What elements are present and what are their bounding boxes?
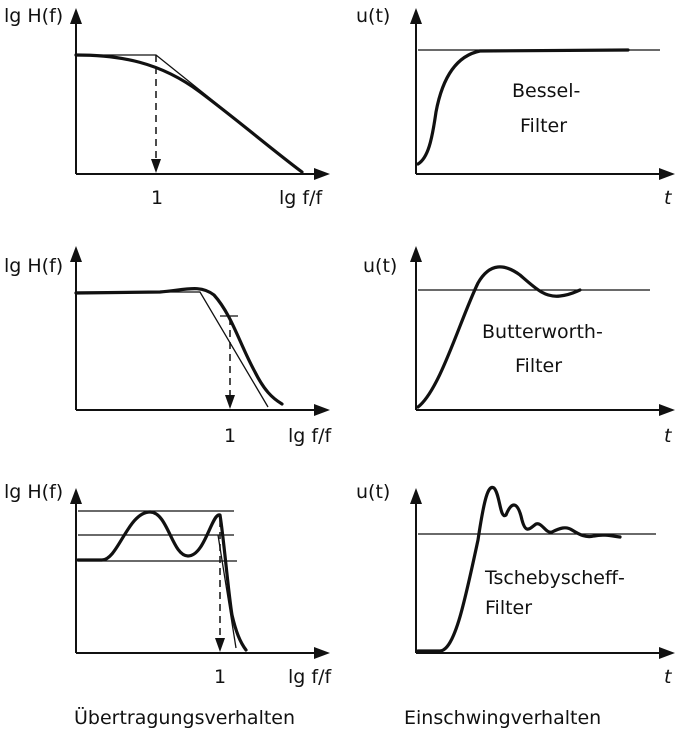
tschebyscheff-frequency-plot <box>4 481 332 688</box>
y-axis-arrow <box>70 246 82 262</box>
x-axis-arrow <box>659 647 675 659</box>
x-axis-arrow <box>314 647 330 659</box>
time-x-label: t <box>664 425 672 447</box>
time-x-label: t <box>664 187 672 209</box>
y-axis-arrow <box>70 488 82 504</box>
tick-label: 1 <box>224 425 237 447</box>
filter-name-line1: Tschebyscheff- <box>485 567 625 589</box>
tick-label: 1 <box>151 187 164 209</box>
time-y-label: u(t) <box>356 5 391 27</box>
bessel-step-response-plot <box>356 5 675 209</box>
freq-x-label: lg f/f <box>288 425 332 447</box>
time-y-label: u(t) <box>356 481 391 503</box>
filter-name-line2: Filter <box>520 115 568 137</box>
tschebyscheff-step-response-plot <box>356 481 675 688</box>
filter-name-line1: Butterworth- <box>482 321 603 343</box>
bessel-amplitude-curve <box>76 55 302 172</box>
freq-x-label: lg f/f <box>279 187 323 209</box>
freq-y-label: lg H(f) <box>4 481 64 503</box>
freq-y-label: lg H(f) <box>4 5 64 27</box>
butterworth-amplitude-curve <box>76 289 282 404</box>
freq-x-label: lg f/f <box>288 666 332 688</box>
filter-name-line2: Filter <box>515 355 563 377</box>
butterworth-step-response-plot <box>363 246 675 447</box>
y-axis-arrow <box>70 8 82 24</box>
cutoff-arrow <box>151 159 161 173</box>
y-axis-arrow <box>410 488 422 504</box>
filter-name-line1: Bessel- <box>512 80 581 102</box>
asymptote-line <box>76 55 302 172</box>
x-axis-arrow <box>314 404 330 416</box>
freq-y-label: lg H(f) <box>4 255 64 277</box>
caption-transient-behaviour: Einschwingverhalten <box>404 707 602 729</box>
cutoff-arrow <box>215 638 225 652</box>
butterworth-frequency-plot <box>4 246 332 447</box>
x-axis-arrow <box>314 168 330 180</box>
asymptote-line <box>76 292 268 407</box>
time-y-label: u(t) <box>363 255 398 277</box>
bessel-frequency-plot <box>4 5 330 209</box>
tick-label: 1 <box>214 666 227 688</box>
filter-name-line2: Filter <box>485 597 533 619</box>
x-axis-arrow <box>659 168 675 180</box>
cutoff-arrow <box>225 395 235 409</box>
time-x-label: t <box>664 666 672 688</box>
x-axis-arrow <box>659 404 675 416</box>
caption-transfer-behaviour: Übertragungsverhalten <box>74 707 296 729</box>
y-axis-arrow <box>410 246 422 262</box>
y-axis-arrow <box>410 8 422 24</box>
tschebyscheff-amplitude-curve <box>78 512 246 650</box>
bessel-step-curve <box>418 50 628 164</box>
